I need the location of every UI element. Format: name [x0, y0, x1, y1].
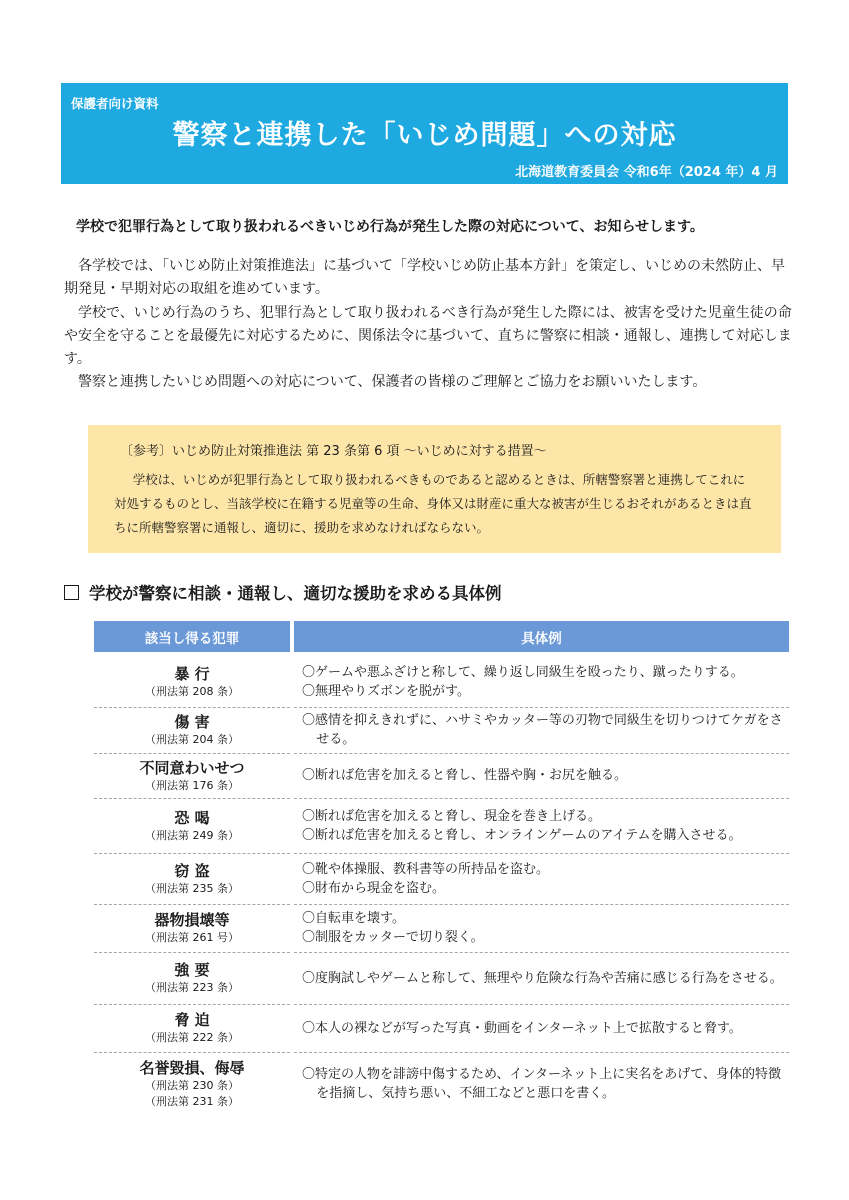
- examples-cell: [294, 952, 789, 1004]
- reference-box: [88, 425, 781, 553]
- table-header: [94, 621, 789, 652]
- body-paragraph: 警察と連携したいじめ問題への対応について、保護者の皆様のご理解とご協力をお願いいたします。: [78, 374, 707, 391]
- crime-cell: [94, 656, 290, 707]
- law-article: （刑法第 223 条）: [145, 981, 239, 994]
- examples-cell: [294, 798, 789, 853]
- body-paragraph: 学校で、いじめ行為のうち、犯罪行為として取り扱われるべき行為が発生した際には、被害を受けた児童生徒の命や安全を守ることを最優先に対応するために、関係法令に基づいて、直ちに警察に相談・通報し、連携して対応します。: [64, 304, 792, 368]
- crime-cell: [94, 798, 290, 853]
- table-row: [94, 904, 789, 952]
- crime-name: 名誉毀損、侮辱: [139, 1059, 245, 1077]
- law-article: （刑法第 261 号）: [145, 931, 239, 944]
- crime-cell: [94, 853, 290, 904]
- examples-cell: [294, 707, 789, 753]
- example-item: 〇感情を抑えきれずに、ハサミやカッター等の刃物で同級生を切りつけてケガをさせる。: [302, 713, 783, 747]
- crime-name: 傷 害: [174, 713, 210, 731]
- law-article: （刑法第 235 条）: [145, 881, 239, 895]
- crime-name: 器物損壊等: [154, 911, 230, 929]
- table-row: [94, 1004, 789, 1052]
- example-item: 〇靴や体操服、教科書等の所持品を盗む。: [302, 861, 550, 877]
- law-article: （刑法第 230 条）: [145, 1079, 239, 1092]
- examples-cell: [294, 1052, 789, 1116]
- table-row: [94, 798, 789, 853]
- section-title-text: 学校が警察に相談・通報し、適切な援助を求める具体例: [89, 584, 502, 603]
- column-header-examples: 具体例: [294, 621, 789, 652]
- issuer-date: 北海道教育委員会 令和6年（2024 年）4 月: [515, 165, 778, 180]
- body-text: [64, 255, 794, 395]
- example-item: 〇断れば危害を加えると脅し、現金を巻き上げる。: [302, 808, 602, 824]
- page-title: 警察と連携した「いじめ問題」への対応: [172, 120, 677, 151]
- law-article: （刑法第 231 条）: [145, 1095, 239, 1108]
- crime-name: 恐 喝: [174, 808, 210, 827]
- table-row: [94, 952, 789, 1004]
- example-item: 〇財布から現金を盗む。: [302, 880, 446, 896]
- example-item: 〇自転車を壊す。: [302, 911, 405, 926]
- table-row: [94, 853, 789, 904]
- lead-sentence: 学校で犯罪行為として取り扱われるべきいじめ行為が発生した際の対応について、お知らせします。: [76, 219, 704, 235]
- crime-examples-table: [94, 621, 789, 1108]
- example-item: 〇ゲームや悪ふざけと称して、繰り返し同級生を殴ったり、蹴ったりする。: [302, 664, 744, 680]
- crime-name: 不同意わいせつ: [139, 758, 245, 777]
- reference-title: 〔参考〕いじめ防止対策推進法 第 23 条第 6 項 ～いじめに対する措置～: [120, 444, 547, 459]
- example-item: 〇断れば危害を加えると脅し、性器や胸・お尻を触る。: [302, 768, 628, 783]
- crime-name: 脅 迫: [174, 1011, 210, 1029]
- law-article: （刑法第 222 条）: [145, 1031, 239, 1044]
- example-item: 〇断れば危害を加えると脅し、オンラインゲームのアイテムを購入させる。: [302, 827, 742, 843]
- body-paragraph: 各学校では、「いじめ防止対策推進法」に基づいて「学校いじめ防止基本方針」を策定し、いじめの未然防止、早期発見・早期対応の取組を進めています。: [64, 258, 785, 298]
- table-row: [94, 656, 789, 707]
- law-article: （刑法第 176 条）: [145, 778, 239, 792]
- crime-name: 強 要: [174, 961, 210, 979]
- example-item: 〇無理やりズボンを脱がす。: [302, 683, 470, 699]
- examples-cell: [294, 1004, 789, 1052]
- crime-cell: [94, 1004, 290, 1052]
- checkbox-icon: [64, 585, 79, 600]
- example-item: 〇制服をカッターで切り裂く。: [302, 930, 484, 945]
- example-item: 〇特定の人物を誹謗中傷するため、インターネット上に実名をあげて、身体的特徴を指摘し、気持ち悪い、不細工などと悪口を書く。: [302, 1067, 782, 1101]
- example-item: 〇本人の裸などが写った写真・動画をインターネット上で拡散すると脅す。: [302, 1020, 742, 1036]
- reference-text: 学校は、いじめが犯罪行為として取り扱われるべきものであると認めるときは、所轄警察署と連携してこれに対処するものとし、当該学校に在籍する児童等の生命、身体又は財産に重大な被害が生じるおそれがあるときは直ちに所轄警察署に通報し、適切に、援助を求めなければならない。: [114, 472, 752, 535]
- audience-label: 保護者向け資料: [71, 96, 159, 111]
- examples-cell: [294, 656, 789, 707]
- table-row: [94, 1052, 789, 1116]
- law-article: （刑法第 208 条）: [145, 684, 239, 698]
- crime-cell: [94, 1052, 290, 1116]
- crime-cell: [94, 904, 290, 952]
- examples-cell: [294, 753, 789, 798]
- crime-name: 窃 盗: [174, 861, 210, 880]
- section-heading: [64, 580, 502, 604]
- reference-text-block: [114, 468, 754, 540]
- examples-cell: [294, 853, 789, 904]
- example-item: 〇度胸試しやゲームと称して、無理やり危険な行為や苦痛に感じる行為をさせる。: [302, 970, 783, 986]
- table-row: [94, 707, 789, 753]
- examples-cell: [294, 904, 789, 952]
- crime-cell: [94, 753, 290, 798]
- header-banner: [61, 83, 788, 184]
- crime-cell: [94, 952, 290, 1004]
- crime-name: 暴 行: [174, 664, 210, 683]
- table-row: [94, 753, 789, 798]
- law-article: （刑法第 204 条）: [145, 733, 239, 746]
- law-article: （刑法第 249 条）: [145, 828, 239, 842]
- column-header-crime: 該当し得る犯罪: [94, 621, 290, 652]
- crime-cell: [94, 707, 290, 753]
